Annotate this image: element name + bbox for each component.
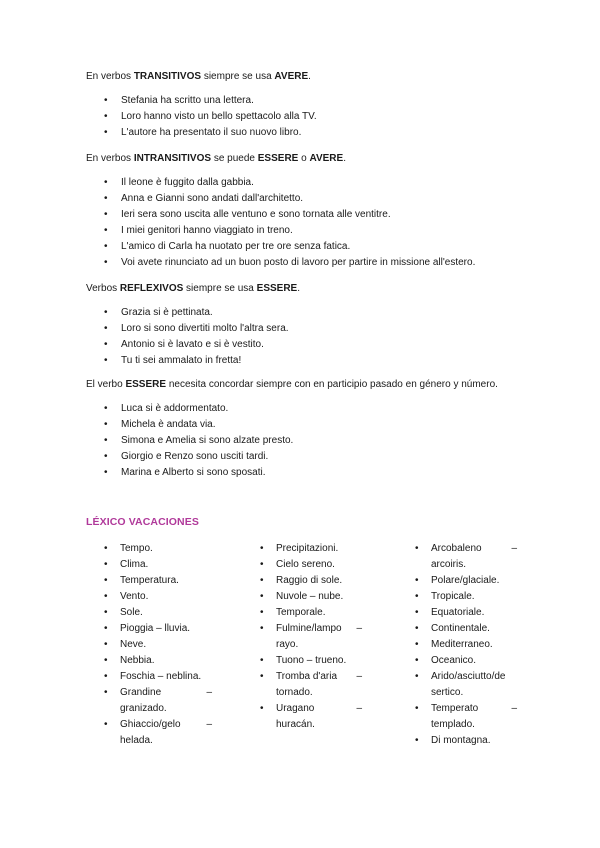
lexicon-column-3 xyxy=(413,541,517,749)
lexicon-item xyxy=(102,637,212,653)
lexicon-term: • Pioggia – lluvia. xyxy=(120,623,191,634)
lexicon-item xyxy=(102,541,212,557)
lexicon-term-line xyxy=(276,669,362,685)
section-transitivos xyxy=(86,70,516,142)
intro-text: Verbos xyxy=(86,283,120,294)
lexicon-term: • Ghiaccio/gelo xyxy=(120,719,181,730)
lexicon-term: • Mediterraneo. xyxy=(431,639,493,650)
lexicon-column-1 xyxy=(102,541,212,749)
lexicon-term: • Sole. xyxy=(120,607,143,618)
lexicon-item xyxy=(258,653,362,669)
lexicon-column-2 xyxy=(258,541,362,733)
lexicon-item xyxy=(413,733,517,749)
intro-text: El verbo xyxy=(86,379,126,390)
list-item: • Il leone è fuggito dalla gabbia. xyxy=(86,176,516,192)
lexicon-term-line xyxy=(276,621,362,637)
intro-text: se puede xyxy=(211,153,258,164)
section-intro xyxy=(86,282,516,296)
list-item: • I miei genitori hanno viaggiato in treno. xyxy=(86,224,516,240)
example-list xyxy=(86,306,516,370)
lexicon-term: • Di montagna. xyxy=(431,735,491,746)
lexicon-term-line xyxy=(431,541,517,557)
section-concordancia xyxy=(86,378,516,482)
intro-keyword: AVERE xyxy=(274,71,309,82)
lexicon-item xyxy=(413,701,517,733)
lexicon-translation: tornado. xyxy=(276,687,313,698)
lexicon-translation: arcoiris. xyxy=(431,559,467,570)
lexicon-term: • Polare/glaciale. xyxy=(431,575,500,586)
intro-text: siempre se usa xyxy=(201,71,275,82)
lexicon-term: • Temporale. xyxy=(276,607,326,618)
lexicon-item xyxy=(258,557,362,573)
lexicon-dash: – xyxy=(511,543,517,554)
list-item: • Luca si è addormentato. xyxy=(86,402,516,418)
lexicon-item xyxy=(102,605,212,621)
list-item: • Voi avete rinunciato ad un buon posto di lavoro per partire in missione all'estero. xyxy=(86,256,516,272)
lexicon-term: • Oceanico. xyxy=(431,655,477,666)
lexicon-item xyxy=(413,669,517,701)
lexicon-term: • Vento. xyxy=(120,591,149,602)
intro-text: . xyxy=(308,71,311,82)
intro-keyword: ESSERE xyxy=(256,283,298,294)
lexicon-item xyxy=(102,621,212,637)
lexicon-item xyxy=(413,573,517,589)
lexicon-term-line xyxy=(431,701,517,717)
lexicon-translation: helada. xyxy=(120,735,153,746)
intro-keyword: INTRANSITIVOS xyxy=(133,153,212,164)
intro-keyword: REFLEXIVOS xyxy=(119,283,184,294)
lexicon-term: • Raggio di sole. xyxy=(276,575,343,586)
lexicon-term: • Cielo sereno. xyxy=(276,559,335,570)
lexicon-term: • Tempo. xyxy=(120,543,153,554)
list-item: • Loro hanno visto un bello spettacolo alla TV. xyxy=(86,110,516,126)
lexicon-term: • Arido/asciutto/de xyxy=(431,671,506,682)
lexicon-item xyxy=(258,589,362,605)
lexicon-item xyxy=(102,573,212,589)
lexicon-item xyxy=(413,589,517,605)
lexicon-item xyxy=(413,621,517,637)
intro-text: necesita concordar siempre con en participio pasado en género y número. xyxy=(166,379,498,390)
lexicon-translation: templado. xyxy=(431,719,475,730)
lexicon-item xyxy=(258,669,362,701)
list-item: • L'autore ha presentato il suo nuovo libro. xyxy=(86,126,516,142)
lexicon-dash: – xyxy=(356,703,362,714)
intro-keyword: AVERE xyxy=(309,153,344,164)
lexicon-item xyxy=(102,717,212,749)
section-intro xyxy=(86,70,516,84)
section-intro xyxy=(86,378,516,392)
example-list xyxy=(86,94,516,142)
lexicon-term: • Temperato xyxy=(431,703,479,714)
lexicon-term: • Fulmine/lampo xyxy=(276,623,342,634)
example-list xyxy=(86,176,516,272)
lexicon-item xyxy=(258,701,362,733)
example-list xyxy=(86,402,516,482)
lexicon-term: • Equatoriale. xyxy=(431,607,485,618)
intro-text: . xyxy=(343,153,346,164)
lexicon-translation: sertico. xyxy=(431,687,464,698)
lexicon-dash: – xyxy=(356,671,362,682)
lexicon-item xyxy=(102,557,212,573)
lexicon-term: • Tropicale. xyxy=(431,591,475,602)
list-item: • Grazia si è pettinata. xyxy=(86,306,516,322)
list-item: • Loro si sono divertiti molto l'altra sera. xyxy=(86,322,516,338)
lexicon-item xyxy=(258,573,362,589)
lexicon-item xyxy=(413,541,517,573)
lexicon-item xyxy=(258,541,362,557)
list-item: • Anna e Gianni sono andati dall'architetto. xyxy=(86,192,516,208)
lexicon-dash: – xyxy=(206,687,212,698)
lexicon-item xyxy=(102,685,212,717)
list-item: • Simona e Amelia si sono alzate presto. xyxy=(86,434,516,450)
lexicon-term: • Tuono – trueno. xyxy=(276,655,347,666)
lexicon-term: • Clima. xyxy=(120,559,149,570)
lexicon-term-line xyxy=(120,717,212,733)
section-intransitivos xyxy=(86,152,516,272)
intro-text: . xyxy=(297,283,301,294)
intro-text: En verbos xyxy=(86,71,134,82)
lexicon-dash: – xyxy=(511,703,517,714)
lexicon-item xyxy=(413,605,517,621)
lexicon-term: • Foschia – neblina. xyxy=(120,671,202,682)
lexicon-term: • Grandine xyxy=(120,687,162,698)
intro-keyword: TRANSITIVOS xyxy=(133,71,202,82)
list-item: • Marina e Alberto si sono sposati. xyxy=(86,466,516,482)
intro-text: En verbos xyxy=(86,153,134,164)
lexicon-term: • Continentale. xyxy=(431,623,490,634)
lexicon-item xyxy=(413,653,517,669)
lexicon-translation: rayo. xyxy=(276,639,299,650)
section-reflexivos xyxy=(86,282,516,370)
list-item: • Stefania ha scritto una lettera. xyxy=(86,94,516,110)
lexicon-term: • Nebbia. xyxy=(120,655,155,666)
list-item: • Tu ti sei ammalato in fretta! xyxy=(86,354,516,370)
intro-text: siempre se usa xyxy=(183,283,257,294)
lexicon-item xyxy=(102,589,212,605)
section-intro xyxy=(86,152,516,166)
lexicon-term: • Precipitazioni. xyxy=(276,543,339,554)
list-item: • L'amico di Carla ha nuotato per tre ore senza fatica. xyxy=(86,240,516,256)
lexicon-heading: LÉXICO VACACIONES xyxy=(86,516,199,528)
lexicon-item xyxy=(102,669,212,685)
lexicon-item xyxy=(258,621,362,653)
lexicon-term: • Temperatura. xyxy=(120,575,179,586)
intro-text: o xyxy=(298,153,310,164)
list-item: • Ieri sera sono uscita alle ventuno e sono tornata alle ventitre. xyxy=(86,208,516,224)
lexicon-term: • Uragano xyxy=(276,703,315,714)
list-item: • Antonio si è lavato e si è vestito. xyxy=(86,338,516,354)
list-item: • Michela è andata via. xyxy=(86,418,516,434)
lexicon-translation: granizado. xyxy=(120,703,167,714)
lexicon-term: • Arcobaleno xyxy=(431,543,482,554)
lexicon-term-line xyxy=(120,685,212,701)
lexicon-term: • Nuvole – nube. xyxy=(276,591,344,602)
lexicon-item xyxy=(258,605,362,621)
lexicon-dash: – xyxy=(356,623,362,634)
lexicon-term-line xyxy=(276,701,362,717)
lexicon-item xyxy=(102,653,212,669)
list-item: • Giorgio e Renzo sono usciti tardi. xyxy=(86,450,516,466)
lexicon-item xyxy=(413,637,517,653)
intro-keyword: ESSERE xyxy=(125,379,167,390)
intro-keyword: ESSERE xyxy=(257,153,299,164)
lexicon-translation: huracán. xyxy=(276,719,315,730)
lexicon-term: • Tromba d'aria xyxy=(276,671,338,682)
lexicon-dash: – xyxy=(206,719,212,730)
lexicon-term: • Neve. xyxy=(120,639,147,650)
